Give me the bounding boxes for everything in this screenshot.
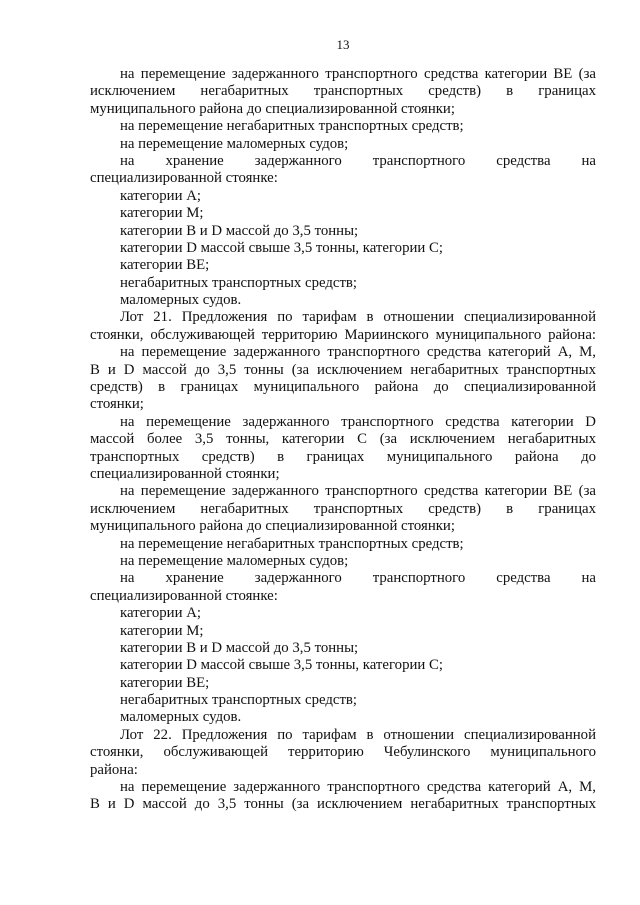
list-item: категории D массой свыше 3,5 тонны, категории С; — [120, 657, 443, 674]
text-line: средств) в границах муниципального района до специализированной — [90, 379, 596, 396]
list-item: категории ВЕ; — [120, 257, 210, 274]
text-line: на перемещение негабаритных транспортных средств; — [120, 118, 464, 135]
list-item: маломерных судов. — [120, 292, 242, 309]
document-body — [90, 66, 596, 814]
text-line: транспортных средств) в границах муниципального района до — [90, 448, 596, 465]
text-line: муниципального района до специализированной стоянки; — [90, 518, 455, 535]
text-line: на перемещение задержанного транспортного средства категории BE (за — [120, 66, 596, 82]
text-line: на перемещение задержанного транспортного средства категорий А, М, — [120, 344, 596, 361]
list-item: негабаритных транспортных средств; — [120, 692, 358, 709]
text-line: В и D массой до 3,5 тонны (за исключением негабаритных транспортных — [90, 361, 596, 378]
lot-heading: Лот 21. Предложения по тарифам в отношении специализированной — [120, 309, 596, 326]
text-line: на перемещение задержанного транспортного средства категорий А, М, — [120, 779, 596, 796]
text-line: исключением негабаритных транспортных средств) в границах — [90, 500, 596, 517]
text-line: на хранение задержанного транспортного средства на — [120, 152, 596, 169]
text-line: на перемещение негабаритных транспортных средств; — [120, 535, 464, 552]
list-item: категории А; — [120, 605, 202, 622]
text-line: района: — [90, 761, 138, 778]
text-line: на перемещение маломерных судов; — [120, 552, 349, 569]
text-line: на хранение задержанного транспортного средства на — [120, 570, 596, 587]
text-line: массой более 3,5 тонны, категории С (за исключением негабаритных — [90, 431, 596, 448]
text-line: муниципального района до специализированной стоянки; — [90, 100, 455, 117]
list-item: категории М; — [120, 205, 204, 222]
text-line: специализированной стоянке: — [90, 170, 278, 187]
list-item: категории D массой свыше 3,5 тонны, категории С; — [120, 239, 443, 256]
list-item: категории ВЕ; — [120, 674, 210, 691]
list-item: категории В и D массой до 3,5 тонны; — [120, 639, 359, 656]
text-line: стоянки, обслуживающей территорию Мариинского муниципального района: — [90, 326, 596, 343]
text-line: на перемещение задержанного транспортного средства категории BE (за — [120, 483, 596, 500]
page-number: 13 — [336, 37, 350, 52]
text-line: специализированной стоянке: — [90, 587, 278, 604]
list-item: маломерных судов. — [120, 709, 242, 726]
text-line: специализированной стоянки; — [90, 465, 280, 482]
text-line: стоянки, обслуживающей территорию Чебулинского муниципального — [90, 744, 596, 761]
lot-heading: Лот 22. Предложения по тарифам в отношении специализированной — [120, 726, 596, 743]
text-line: на перемещение маломерных судов; — [120, 135, 349, 152]
text-line: стоянки; — [90, 396, 144, 413]
list-item: категории В и D массой до 3,5 тонны; — [120, 222, 359, 239]
text-line: на перемещение задержанного транспортного средства категории D — [120, 413, 596, 430]
list-item: негабаритных транспортных средств; — [120, 274, 358, 291]
text-line: исключением негабаритных транспортных средств) в границах — [90, 83, 596, 100]
list-item: категории А; — [120, 187, 202, 204]
text-line: В и D массой до 3,5 тонны (за исключением негабаритных транспортных — [90, 796, 596, 813]
list-item: категории М; — [120, 622, 204, 639]
